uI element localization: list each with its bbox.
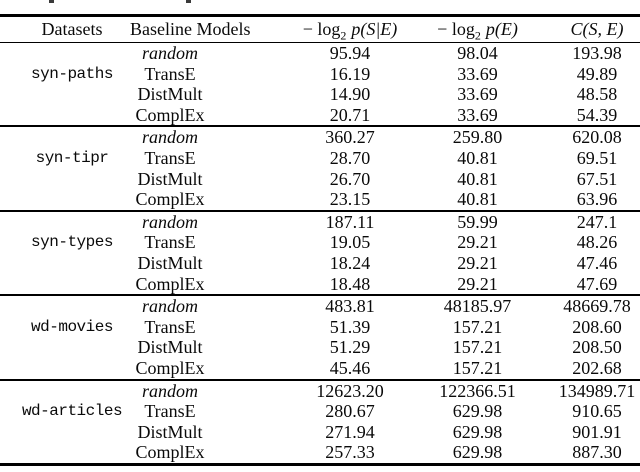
value-cell: 40.81 (457, 168, 498, 189)
dataset-cell (0, 295, 130, 317)
value-cell: 23.15 (329, 189, 371, 210)
value-cell: 28.70 (329, 147, 371, 168)
value-cell: 95.94 (329, 43, 371, 63)
table-row (0, 43, 640, 64)
math-prefix: − log (302, 19, 341, 39)
model-cell: TransE (144, 401, 196, 422)
value-cell: 157.21 (452, 337, 503, 358)
model-cell: TransE (144, 232, 196, 253)
table-row (0, 232, 640, 253)
value-cell: 271.94 (325, 421, 375, 442)
table-row (0, 253, 640, 274)
value-cell: 259.80 (416, 126, 539, 148)
table-row (0, 211, 640, 233)
group-wd-movies (0, 295, 640, 379)
value-cell: 483.81 (256, 295, 416, 317)
value-cell: 12623.20 (256, 380, 416, 402)
descender-artifact (49, 0, 54, 3)
dataset-cell (0, 84, 130, 105)
value-cell: 54.39 (576, 104, 618, 125)
table-row (0, 189, 640, 211)
column-header-baseline-models: Baseline Models (130, 16, 256, 43)
value-cell: 19.05 (329, 232, 371, 253)
value-cell: 26.70 (329, 168, 371, 189)
results-table (0, 14, 640, 466)
value-cell: 910.65 (572, 401, 622, 422)
table-row (0, 64, 640, 85)
value-cell: 47.46 (576, 252, 618, 273)
value-cell: 29.21 (457, 273, 498, 294)
model-cell: ComplEx (135, 189, 205, 210)
model-cell: random (141, 43, 198, 63)
value-cell: 51.39 (329, 316, 371, 337)
dataset-cell (0, 43, 130, 64)
table-row (0, 169, 640, 190)
model-cell: random (130, 211, 256, 233)
value-cell: 29.21 (457, 252, 498, 273)
math-subscript: 2 (340, 28, 347, 43)
math-arg: p(S|E) (351, 19, 398, 39)
value-cell: 157.21 (452, 316, 503, 337)
dataset-cell (0, 358, 130, 380)
value-cell: 208.50 (572, 337, 622, 358)
value-cell: 360.27 (256, 126, 416, 148)
value-cell: 40.81 (457, 147, 498, 168)
value-cell: 157.21 (452, 357, 503, 378)
table-row (0, 105, 640, 127)
table-row (0, 84, 640, 105)
dataset-cell (0, 274, 130, 296)
value-cell: 47.69 (576, 273, 618, 294)
value-cell: 202.68 (572, 357, 622, 378)
dataset-cell (0, 337, 130, 358)
table-row (0, 358, 640, 380)
table-row (0, 442, 640, 464)
model-cell: TransE (144, 147, 196, 168)
model-cell: ComplEx (135, 357, 205, 378)
table-row (0, 295, 640, 317)
model-cell: TransE (144, 316, 196, 337)
table-row (0, 148, 640, 169)
value-cell: 49.89 (576, 63, 618, 84)
value-cell: 187.11 (256, 211, 416, 233)
value-cell: 18.48 (329, 273, 371, 294)
group-syn-tipr (0, 126, 640, 210)
model-cell: random (130, 380, 256, 402)
dataset-label: syn-types (31, 233, 113, 252)
value-cell: 887.30 (572, 442, 622, 463)
math-label: C(S, E) (570, 19, 624, 39)
dataset-cell (0, 422, 130, 443)
value-cell: 48.58 (576, 84, 618, 105)
value-cell: 59.99 (416, 211, 539, 233)
value-cell: 18.24 (329, 252, 371, 273)
model-cell: DistMult (137, 168, 203, 189)
group-wd-articles (0, 380, 640, 465)
value-cell: 16.19 (329, 63, 371, 84)
table-header-row (0, 16, 640, 43)
dataset-label: wd-movies (31, 317, 113, 336)
model-cell: DistMult (137, 84, 203, 105)
value-cell: 247.1 (539, 211, 640, 233)
value-cell: 629.98 (452, 442, 503, 463)
value-cell: 33.69 (457, 63, 498, 84)
dataset-cell (0, 126, 130, 148)
group-syn-types (0, 211, 640, 295)
value-cell: 20.71 (329, 104, 371, 125)
value-cell: 33.69 (457, 84, 498, 105)
descender-artifact (186, 0, 191, 3)
math-subscript: 2 (474, 28, 481, 43)
value-cell: 40.81 (457, 189, 498, 210)
table-row (0, 422, 640, 443)
model-cell: ComplEx (135, 104, 205, 125)
math-arg: p(E) (485, 19, 518, 39)
dataset-label: syn-tipr (35, 148, 109, 167)
dataset-cell (0, 105, 130, 127)
value-cell: 134989.71 (539, 380, 640, 402)
column-header-neg-log-prior (416, 16, 539, 43)
table-row (0, 401, 640, 422)
table-header (0, 16, 640, 43)
model-cell: ComplEx (135, 442, 205, 463)
table-row (0, 337, 640, 358)
value-cell: 629.98 (452, 401, 503, 422)
dataset-cell (0, 189, 130, 211)
column-header-neg-log-cond (256, 16, 416, 43)
model-cell: ComplEx (135, 273, 205, 294)
model-cell: TransE (144, 63, 196, 84)
value-cell: 45.46 (329, 357, 371, 378)
dataset-cell (0, 380, 130, 402)
value-cell: 48669.78 (539, 295, 640, 317)
model-cell: DistMult (137, 421, 203, 442)
table-row (0, 274, 640, 296)
value-cell: 67.51 (576, 168, 618, 189)
group-syn-paths (0, 43, 640, 127)
value-cell: 620.08 (539, 126, 640, 148)
model-cell: random (130, 295, 256, 317)
value-cell: 29.21 (457, 232, 498, 253)
model-cell: DistMult (137, 337, 203, 358)
value-cell: 48185.97 (416, 295, 539, 317)
math-prefix: − log (437, 19, 475, 39)
value-cell: 280.67 (325, 401, 375, 422)
value-cell: 629.98 (452, 421, 503, 442)
value-cell: 208.60 (572, 316, 622, 337)
value-cell: 257.33 (325, 442, 375, 463)
value-cell: 98.04 (457, 43, 498, 63)
column-header-datasets: Datasets (0, 16, 130, 43)
dataset-cell (0, 253, 130, 274)
dataset-label: syn-paths (31, 64, 113, 83)
dataset-cell (0, 211, 130, 233)
value-cell: 14.90 (329, 84, 371, 105)
value-cell: 51.29 (329, 337, 371, 358)
dataset-cell (0, 169, 130, 190)
value-cell: 63.96 (576, 189, 618, 210)
table-row (0, 380, 640, 402)
model-cell: random (130, 126, 256, 148)
value-cell: 193.98 (572, 43, 622, 63)
table-row (0, 126, 640, 148)
table-row (0, 317, 640, 338)
value-cell: 33.69 (457, 104, 498, 125)
dataset-label: wd-articles (21, 402, 123, 421)
column-header-compression (539, 16, 640, 43)
dataset-cell (0, 442, 130, 464)
value-cell: 48.26 (576, 232, 618, 253)
value-cell: 122366.51 (416, 380, 539, 402)
model-cell: DistMult (137, 252, 203, 273)
value-cell: 69.51 (576, 147, 618, 168)
value-cell: 901.91 (572, 421, 622, 442)
